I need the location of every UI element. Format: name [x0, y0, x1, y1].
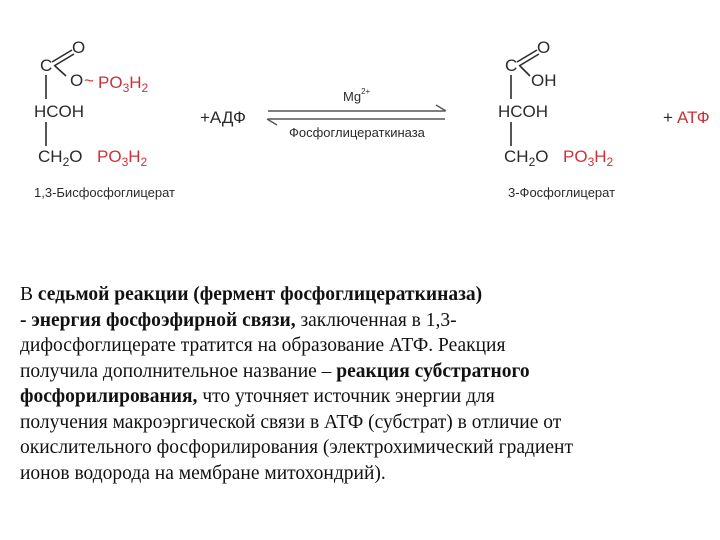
- product-structure: [498, 38, 615, 200]
- enzyme-label: Фосфоглицераткиназа: [289, 125, 425, 140]
- reactant-ch2o: $CH_2O$: [38, 147, 83, 169]
- cofactor-label: $Mg^{2+}$: [343, 87, 371, 104]
- reactant-name: 1,3-Бисфосфоглицерат: [34, 185, 176, 200]
- reactant-carbonyl-carbon: C: [40, 56, 53, 75]
- high-energy-bond: ~: [84, 71, 94, 90]
- paragraph-line-1: В седьмой реакции (фермент фосфоглицераткиназа): [20, 284, 483, 305]
- paragraph-line-3: дифосфоглицерате тратится на образование АТФ. Реакция: [20, 335, 506, 356]
- plus-adp-label: +АДФ: [200, 108, 246, 127]
- equilibrium-arrows: [267, 105, 446, 125]
- product-carbonyl-carbon: C: [505, 56, 518, 75]
- paragraph-line-8: ионов водорода на мембране митохондрий).: [20, 462, 386, 484]
- reactant-phosphate-1: $PO_3H_2$: [98, 73, 149, 95]
- paragraph-line-4: получила дополнительное название – реакция субстратного: [20, 360, 530, 382]
- product-carbonyl-oxygen: O: [537, 38, 551, 57]
- product-ch2o: $CH_2O$: [504, 147, 549, 169]
- reactant-carbonyl-oxygen: O: [72, 38, 86, 57]
- product-phosphate: $PO_3H_2$: [563, 147, 614, 169]
- reactant-ester-oxygen: O: [70, 71, 84, 90]
- paragraph-line-6: получения макроэргической связи в АТФ (субстрат) в отличие от: [20, 411, 562, 433]
- substrate-phosphorylation-emphasis: реакция субстратного: [336, 360, 530, 382]
- bond-energy-emphasis: - энергия фосфоэфирной связи,: [20, 309, 296, 331]
- seventh-reaction-emphasis: седьмой реакции (фермент фосфоглицераткиназа): [37, 284, 483, 305]
- plus-atp-label: + АТФ: [663, 108, 710, 127]
- product-hydroxyl: OH: [531, 71, 557, 90]
- paragraph-line-2: - энергия фосфоэфирной связи, заключенная в 1,3-: [20, 309, 457, 331]
- phosphorylation-emphasis: фосфорилирования,: [20, 386, 198, 407]
- reactant-structure: [34, 38, 175, 200]
- description-paragraph: [20, 282, 710, 486]
- product-hcoh: HCOH: [498, 102, 549, 121]
- reactant-phosphate-2: $PO_3H_2$: [97, 147, 148, 169]
- product-name: 3-Фосфоглицерат: [508, 185, 616, 200]
- reactant-hcoh: HCOH: [34, 102, 85, 121]
- paragraph-line-7: окислительного фосфорилирования (электрохимический градиент: [20, 437, 573, 458]
- paragraph-line-5: фосфорилирования, что уточняет источник энергии для: [20, 386, 495, 407]
